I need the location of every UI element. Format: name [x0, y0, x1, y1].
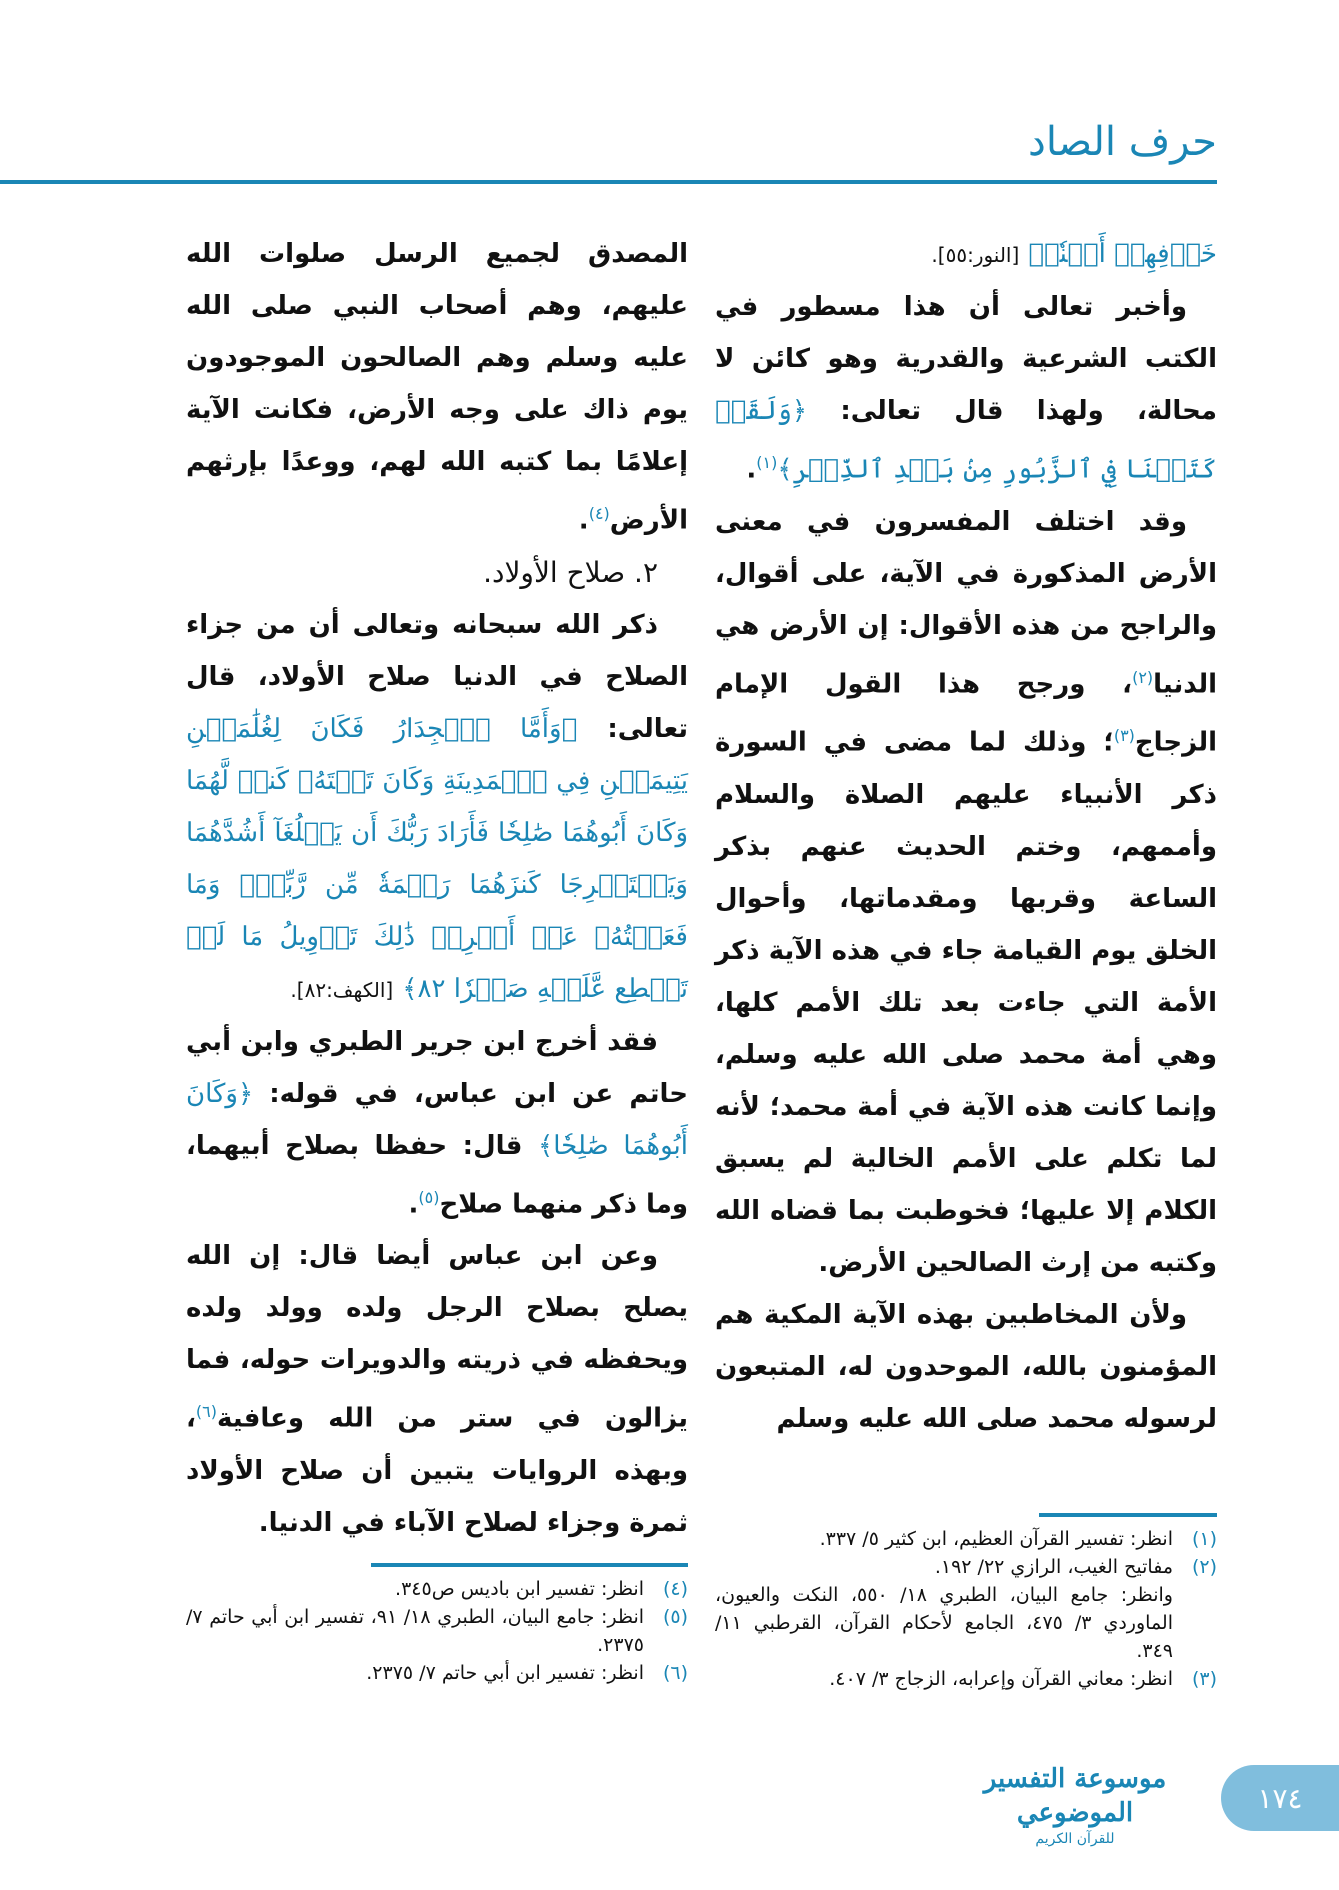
- paragraph: [186, 1230, 688, 1549]
- footnote-continuation: وانظر: جامع البيان، الطبري ١٨/ ٥٥٠، النكت والعيون، الماوردي ٣/ ٤٧٥، الجامع لأحكام القرآن، القرطبي ١١/ ٣٤٩.: [715, 1584, 1173, 1662]
- footnote: [186, 1575, 688, 1603]
- body-text: ولأن المخاطبين بهذه الآية المكية هم المؤمنون بالله، الموحدون له، المتبعون لرسوله محمد صلى الله عليه وسلم: [715, 1299, 1217, 1434]
- quran-verse: ﴿وَكَانَ أَبُوهُمَا صَٰلِحٗا﴾: [186, 1078, 688, 1161]
- footnote-text: انظر: تفسير القرآن العظيم، ابن كثير ٥/ ٣٣٧.: [819, 1528, 1173, 1550]
- footnote-text: مفاتيح الغيب، الرازي ٢٢/ ١٩٢.: [934, 1556, 1173, 1578]
- body-text: .: [578, 505, 589, 536]
- body-text: ؛ وذلك لما مضى في السورة ذكر الأنبياء عليهم الصلاة والسلام وأممهم، وختم الحديث عنهم بذكر الساعة وقربها ومقدماتها، وأحوال الخلق يوم القيامة جاء في هذه الآية ذكر الأمة التي جاءت بعد تلك الأمم كلها، وهي أمة محمد صلى الله عليه وسلم، وإنما كانت هذه الآية في أمة محمد؛ لأنه لما تكلم على الأمم الخالية لم يسبق الكلام إلا عليها؛ فخوطبت بما قضاه الله وكتبه من إرث الصالحين الأرض.: [715, 727, 1217, 1278]
- quran-verse: ﴿وَأَمَّا ٱلۡجِدَارُ فَكَانَ لِغُلَٰمَيۡنِ يَتِيمَيۡنِ فِي ٱلۡمَدِينَةِ وَكَانَ تَحۡتَهُۥ كَنزٞ لَّهُمَا وَكَانَ أَبُوهُمَا صَٰلِحٗا فَأَرَادَ رَبُّكَ أَن يَبۡلُغَآ أَشُدَّهُمَا وَيَسۡتَخۡرِجَا كَنزَهُمَا رَحۡمَةٗ مِّن رَّبِّكَۚ وَمَا فَعَلۡتُهُۥ عَنۡ أَمۡرِيۚ ذَٰلِكَ تَأۡوِيلُ مَا لَمۡ تَسۡطِع عَّلَيۡهِ صَبۡرٗا ٨٢﴾: [186, 713, 688, 1004]
- footnote-text: انظر: تفسير ابن أبي حاتم ٧/ ٢٣٧٥.: [366, 1662, 644, 1684]
- footnote-ref-4[interactable]: (٤): [588, 504, 610, 523]
- footnote-text: انظر: معاني القرآن وإعرابه، الزجاج ٣/ ٤٠٧.: [829, 1668, 1173, 1690]
- body-text: ذكر الله سبحانه وتعالى أن من جزاء الصلاح في الدنيا صلاح الأولاد، قال تعالى:: [186, 609, 689, 744]
- right-column: [715, 228, 1217, 1445]
- footnote-number: (٥): [662, 1606, 688, 1628]
- page-number-badge: [1221, 1765, 1339, 1831]
- footnote-text: انظر: جامع البيان، الطبري ١٨/ ٩١، تفسير ابن أبي حاتم ٧/ ٢٣٧٥.: [186, 1606, 645, 1656]
- paragraph: [715, 281, 1217, 496]
- footnote-text: انظر: تفسير ابن باديس ص٣٤٥.: [395, 1578, 644, 1600]
- paragraph: [715, 496, 1217, 1289]
- footnote-number: (١): [1191, 1528, 1217, 1550]
- footnote-ref-2[interactable]: (٢): [1132, 667, 1154, 687]
- footnote-ref-3[interactable]: (٣): [1113, 726, 1135, 746]
- page-number: ١٧٤: [1257, 1781, 1303, 1815]
- body-text: .: [408, 1189, 419, 1220]
- body-text: فقد أخرج ابن جرير الطبري وابن أبي حاتم عن ابن عباس، في قوله:: [186, 1026, 688, 1109]
- quran-verse: ﴿وَلَقَدۡ كَتَبۡنَا فِي ٱلزَّبُورِ مِنۢ بَعۡدِ ٱلذِّكۡرِ﴾: [715, 396, 1217, 485]
- verse-reference: [النور:٥٥].: [931, 243, 1020, 267]
- body-text: .: [746, 454, 757, 485]
- footnote-ref-6[interactable]: (٦): [195, 1402, 217, 1422]
- footnote: [715, 1665, 1217, 1693]
- body-text: المصدق لجميع الرسل صلوات الله عليهم، وهم أصحاب النبي صلى الله عليه وسلم وهم الصالحون الموجودون يوم ذاك على وجه الأرض، فكانت الآية إعلامًا بما كتبه الله لهم، ووعدًا بإرثهم الأرض: [186, 239, 688, 536]
- body-text: قال: حفظا بصلاح أبيهما، وما ذكر منهما صلاح: [186, 1130, 688, 1220]
- footnote-number: (٦): [662, 1662, 688, 1684]
- chapter-title: حرف الصاد: [1028, 119, 1217, 165]
- logo-subtitle: للقرآن الكريم: [1035, 1831, 1115, 1847]
- body-text: ، ورجح هذا القول الإمام الزجاج: [715, 669, 1217, 758]
- footnotes-right: [715, 1525, 1217, 1693]
- section-heading: ٢. صلاح الأولاد.: [483, 555, 658, 589]
- encyclopedia-logo: [963, 1762, 1187, 1848]
- footnote: [715, 1553, 1217, 1581]
- footnote: [715, 1525, 1217, 1553]
- footnote-number: (٤): [662, 1578, 688, 1600]
- body-text: وقد اختلف المفسرون في معنى الأرض المذكورة في الآية، على أقوال، والراجح من هذه الأقوال: إن الأرض هي الدنيا: [715, 506, 1217, 700]
- paragraph: [186, 228, 688, 547]
- footnote-ref-1[interactable]: (١): [756, 453, 778, 472]
- paragraph: [186, 599, 688, 1016]
- verse-reference: [الكهف:٨٢].: [290, 977, 394, 1002]
- footnote: [186, 1603, 688, 1659]
- footnote-divider: [1039, 1513, 1217, 1517]
- paragraph: [715, 228, 1217, 281]
- footnote-divider: [371, 1563, 688, 1567]
- left-column: [186, 228, 688, 1549]
- footnotes-left: [186, 1575, 688, 1687]
- logo-title: موسوعة التفسير الموضوعي: [983, 1764, 1167, 1828]
- footnote-number: (٢): [1191, 1556, 1217, 1578]
- quran-verse: خَوۡفِهِمۡ أَمۡنٗاۚ: [1028, 239, 1217, 269]
- footnote-ref-5[interactable]: (٥): [418, 1187, 440, 1207]
- body-text: وعن ابن عباس أيضا قال: إن الله يصلح بصلاح الرجل ولده وولد ولده ويحفظه في ذريته والدويرات حوله، فما يزالون في ستر من الله وعافية: [186, 1241, 688, 1434]
- paragraph: [715, 1289, 1217, 1445]
- body-text: ، وبهذه الروايات يتبين أن صلاح الأولاد ثمرة وجزاء لصلاح الآباء في الدنيا.: [186, 1403, 688, 1538]
- footnote-number: (٣): [1191, 1668, 1217, 1690]
- footnote: [186, 1659, 688, 1687]
- paragraph: [186, 1016, 688, 1231]
- body-text: وأخبر تعالى أن هذا مسطور في الكتب الشرعية والقدرية وهو كائن لا محالة، ولهذا قال تعالى:: [715, 292, 1217, 426]
- header-divider: [0, 180, 1217, 184]
